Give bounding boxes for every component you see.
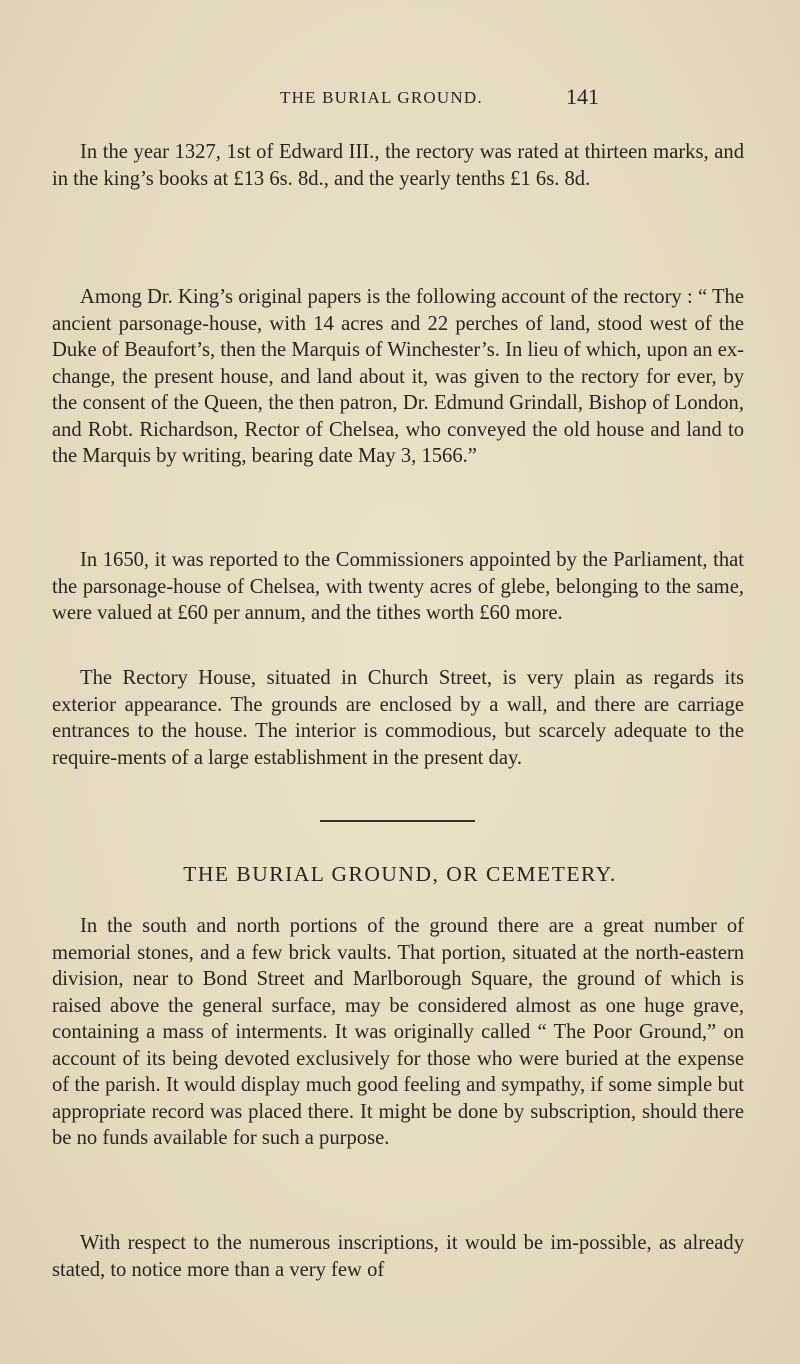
paragraph-rectory-rating: In the year 1327, 1st of Edward III., the rectory was rated at thirteen marks, and in the king’s books at £13 6s. 8d., and the yearly tenths £1 6s. 8d. (52, 141, 744, 190)
paragraph-burial-ground: In the south and north portions of the ground there are a great number of memorial stones, and a few brick vaults. That portion, situated at the north-eastern division, near to Bond Street and Marlborough Square, the ground of which is raised above the general surface, may be considered almost as one huge grave, containing a mass of interments. It was originally called “ The Poor Ground,” on account of its being devoted exclusively for those who were buried at the expense of the parish. It would display much good feeling and sympathy, if some simple but appropriate record was placed there. It might be done by subscription, should there be no funds available for such a purpose. (52, 915, 744, 1149)
paragraph-rectory-house: The Rectory House, situated in Church Street, is very plain as regards its exterior appearance. The grounds are enclosed by a wall, and there are carriage entrances to the house. The interior is commodious, but scarcely adequate to the require-ments of a large establishment in the present day. (52, 667, 744, 769)
page-number: 141 (566, 84, 599, 109)
section-divider (320, 820, 475, 822)
paragraph-inscriptions: With respect to the numerous inscriptions, it would be im-possible, as already stated, to notice more than a very few of (52, 1232, 744, 1281)
paragraph-commissioners-report: In 1650, it was reported to the Commissioners appointed by the Parliament, that the parsonage-house of Chelsea, with twenty acres of glebe, belonging to the same, were valued at £60 per annum, and the tithes worth £60 more. (52, 549, 744, 624)
section-heading: THE BURIAL GROUND, OR CEMETERY. (183, 862, 617, 886)
paragraph-parsonage-account: Among Dr. King’s original papers is the following account of the rectory : “ The ancient parsonage-house, with 14 acres and 22 perches of land, stood west of the Duke of Beaufort’s, then the Marquis of Winchester’s. In lieu of which, upon an ex-change, the present house, and land about it, was given to the rectory for ever, by the consent of the Queen, the then patron, Dr. Edmund Grindall, Bishop of London, and Robt. Richardson, Rector of Chelsea, who conveyed the old house and land to the Marquis by writing, bearing date May 3, 1566.” (52, 286, 744, 467)
running-head (0, 84, 800, 114)
running-title: THE BURIAL GROUND. (280, 88, 483, 107)
